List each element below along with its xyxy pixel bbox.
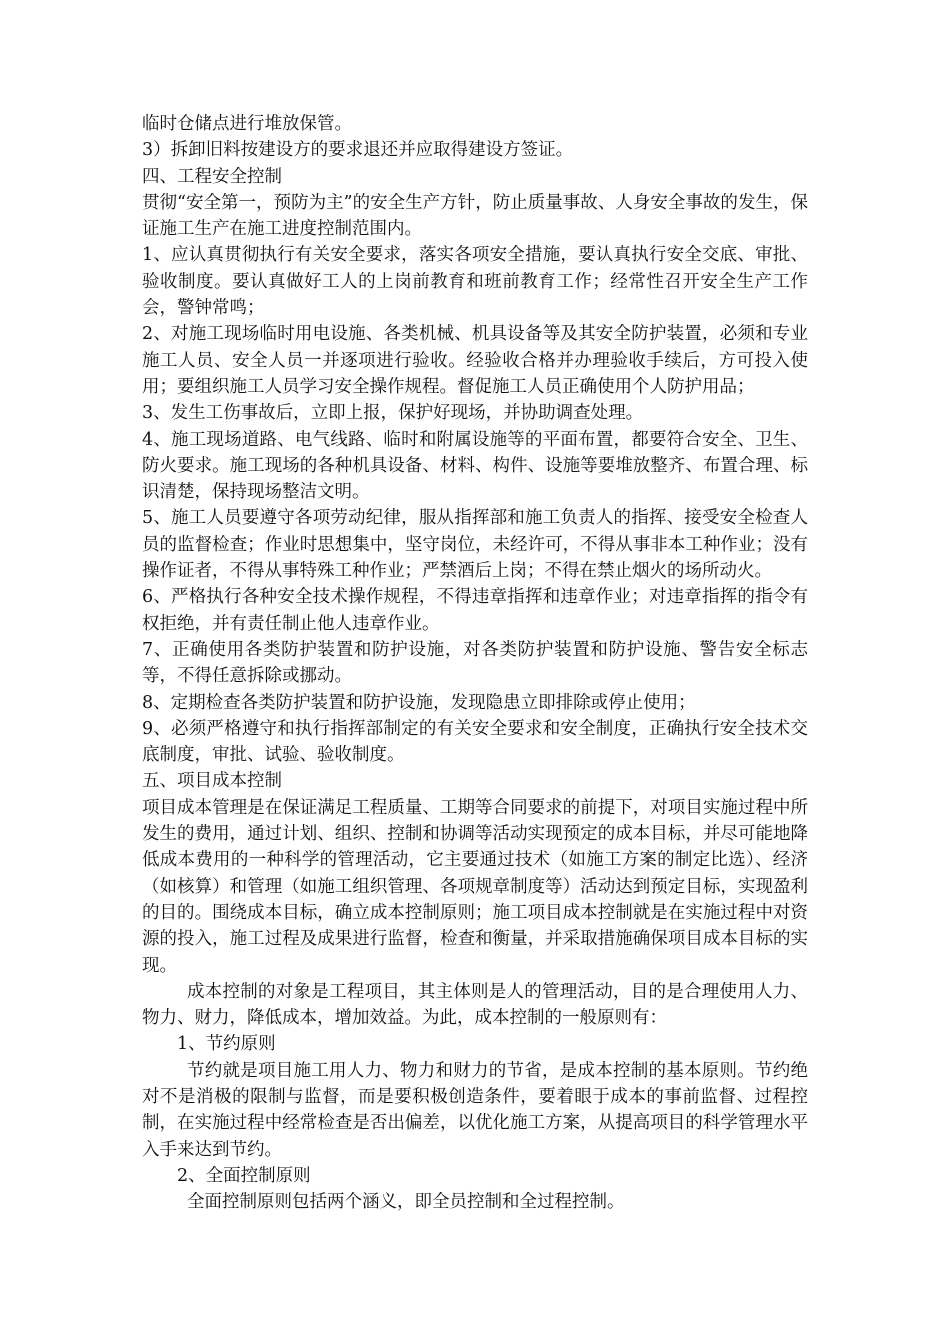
subheading-full-control-principle: 2、全面控制原则	[177, 1165, 311, 1186]
list-item-safety-3: 3、发生工伤事故后，立即上报，保护好现场，并协助调查处理。	[142, 403, 644, 424]
list-item-safety-2: 2、对施工现场临时用电设施、各类机械、机具设备等及其安全防护装置，必须和专业施工人员、安全人员一并逐项进行验收。经验收合格并办理验收手续后，方可投入使用；要组织施工人员学习安全操作规程。督促施工人员正确使用个人防护用品；	[142, 324, 808, 397]
document-body	[142, 111, 808, 1215]
section-heading-safety-control: 四、工程安全控制	[142, 166, 282, 187]
paragraph-cost-management: 项目成本管理是在保证满足工程质量、工期等合同要求的前提下，对项目实施过程中所发生的费用，通过计划、组织、控制和协调等活动实现预定的成本目标，并尽可能地降低成本费用的一种科学的管理活动，它主要通过技术（如施工方案的制定比选）、经济（如核算）和管理（如施工组织管理、各项规章制度等）活动达到预定目标，实现盈利的目的。围绕成本目标，确立成本控制原则；施工项目成本控制就是在实施过程中对资源的投入，施工过程及成果进行监督，检查和衡量，并采取措施确保项目成本目标的实现。	[142, 797, 808, 976]
list-item-safety-6: 6、严格执行各种安全技术操作规程，不得违章指挥和违章作业；对违章指挥的指令有权拒绝，并有责任制止他人违章作业。	[142, 587, 808, 634]
paragraph-full-control-principle: 全面控制原则包括两个涵义，即全员控制和全过程控制。	[187, 1192, 625, 1213]
paragraph-saving-principle: 节约就是项目施工用人力、物力和财力的节省，是成本控制的基本原则。节约绝对不是消极的限制与监督，而是要积极创造条件，要着眼于成本的事前监督、过程控制，在实施过程中经常检查是否出偏差，以优化施工方案，从提高项目的科学管理水平入手来达到节约。	[142, 1060, 808, 1160]
subheading-saving-principle: 1、节约原则	[177, 1034, 276, 1055]
list-item-safety-1: 1、应认真贯彻执行有关安全要求，落实各项安全措施，要认真执行安全交底、审批、验收制度。要认真做好工人的上岗前教育和班前教育工作；经常性召开安全生产工作会，警钟常鸣；	[142, 245, 808, 319]
section-heading-cost-control: 五、项目成本控制	[142, 771, 282, 792]
list-item-safety-8: 8、定期检查各类防护装置和防护设施，发现隐患立即排除或停止使用；	[142, 692, 696, 713]
list-item-safety-9: 9、必须严格遵守和执行指挥部制定的有关安全要求和安全制度，正确执行安全技术交底制度，审批、试验、验收制度。	[142, 718, 808, 766]
list-item-safety-4: 4、施工现场道路、电气线路、临时和附属设施等的平面布置，都要符合安全、卫生、防火要求。施工现场的各种机具设备、材料、构件、设施等要堆放整齐、布置合理、标识清楚，保持现场整洁文明。	[142, 429, 808, 503]
list-item-safety-5: 5、施工人员要遵守各项劳动纪律，服从指挥部和施工负责人的指挥、接受安全检查人员的监督检查；作业时思想集中，坚守岗位，未经许可，不得从事非本工种作业；没有操作证者，不得从事特殊工种作业；严禁酒后上岗；不得在禁止烟火的场所动火。	[142, 508, 808, 582]
list-item-safety-7: 7、正确使用各类防护装置和防护设施，对各类防护装置和防护设施、警告安全标志等，不得任意拆除或挪动。	[142, 639, 808, 687]
paragraph-safety-policy: 贯彻“安全第一，预防为主”的安全生产方针，防止质量事故、人身安全事故的发生，保证施工生产在施工进度控制范围内。	[142, 192, 808, 240]
paragraph-cost-control-object: 成本控制的对象是工程项目，其主体则是人的管理活动，目的是合理使用人力、物力、财力，降低成本，增加效益。为此，成本控制的一般原则有：	[142, 981, 808, 1029]
paragraph-storage-continuation: 临时仓储点进行堆放保管。	[142, 114, 352, 134]
paragraph-old-material-return: 3）拆卸旧料按建设方的要求退还并应取得建设方签证。	[142, 140, 574, 161]
